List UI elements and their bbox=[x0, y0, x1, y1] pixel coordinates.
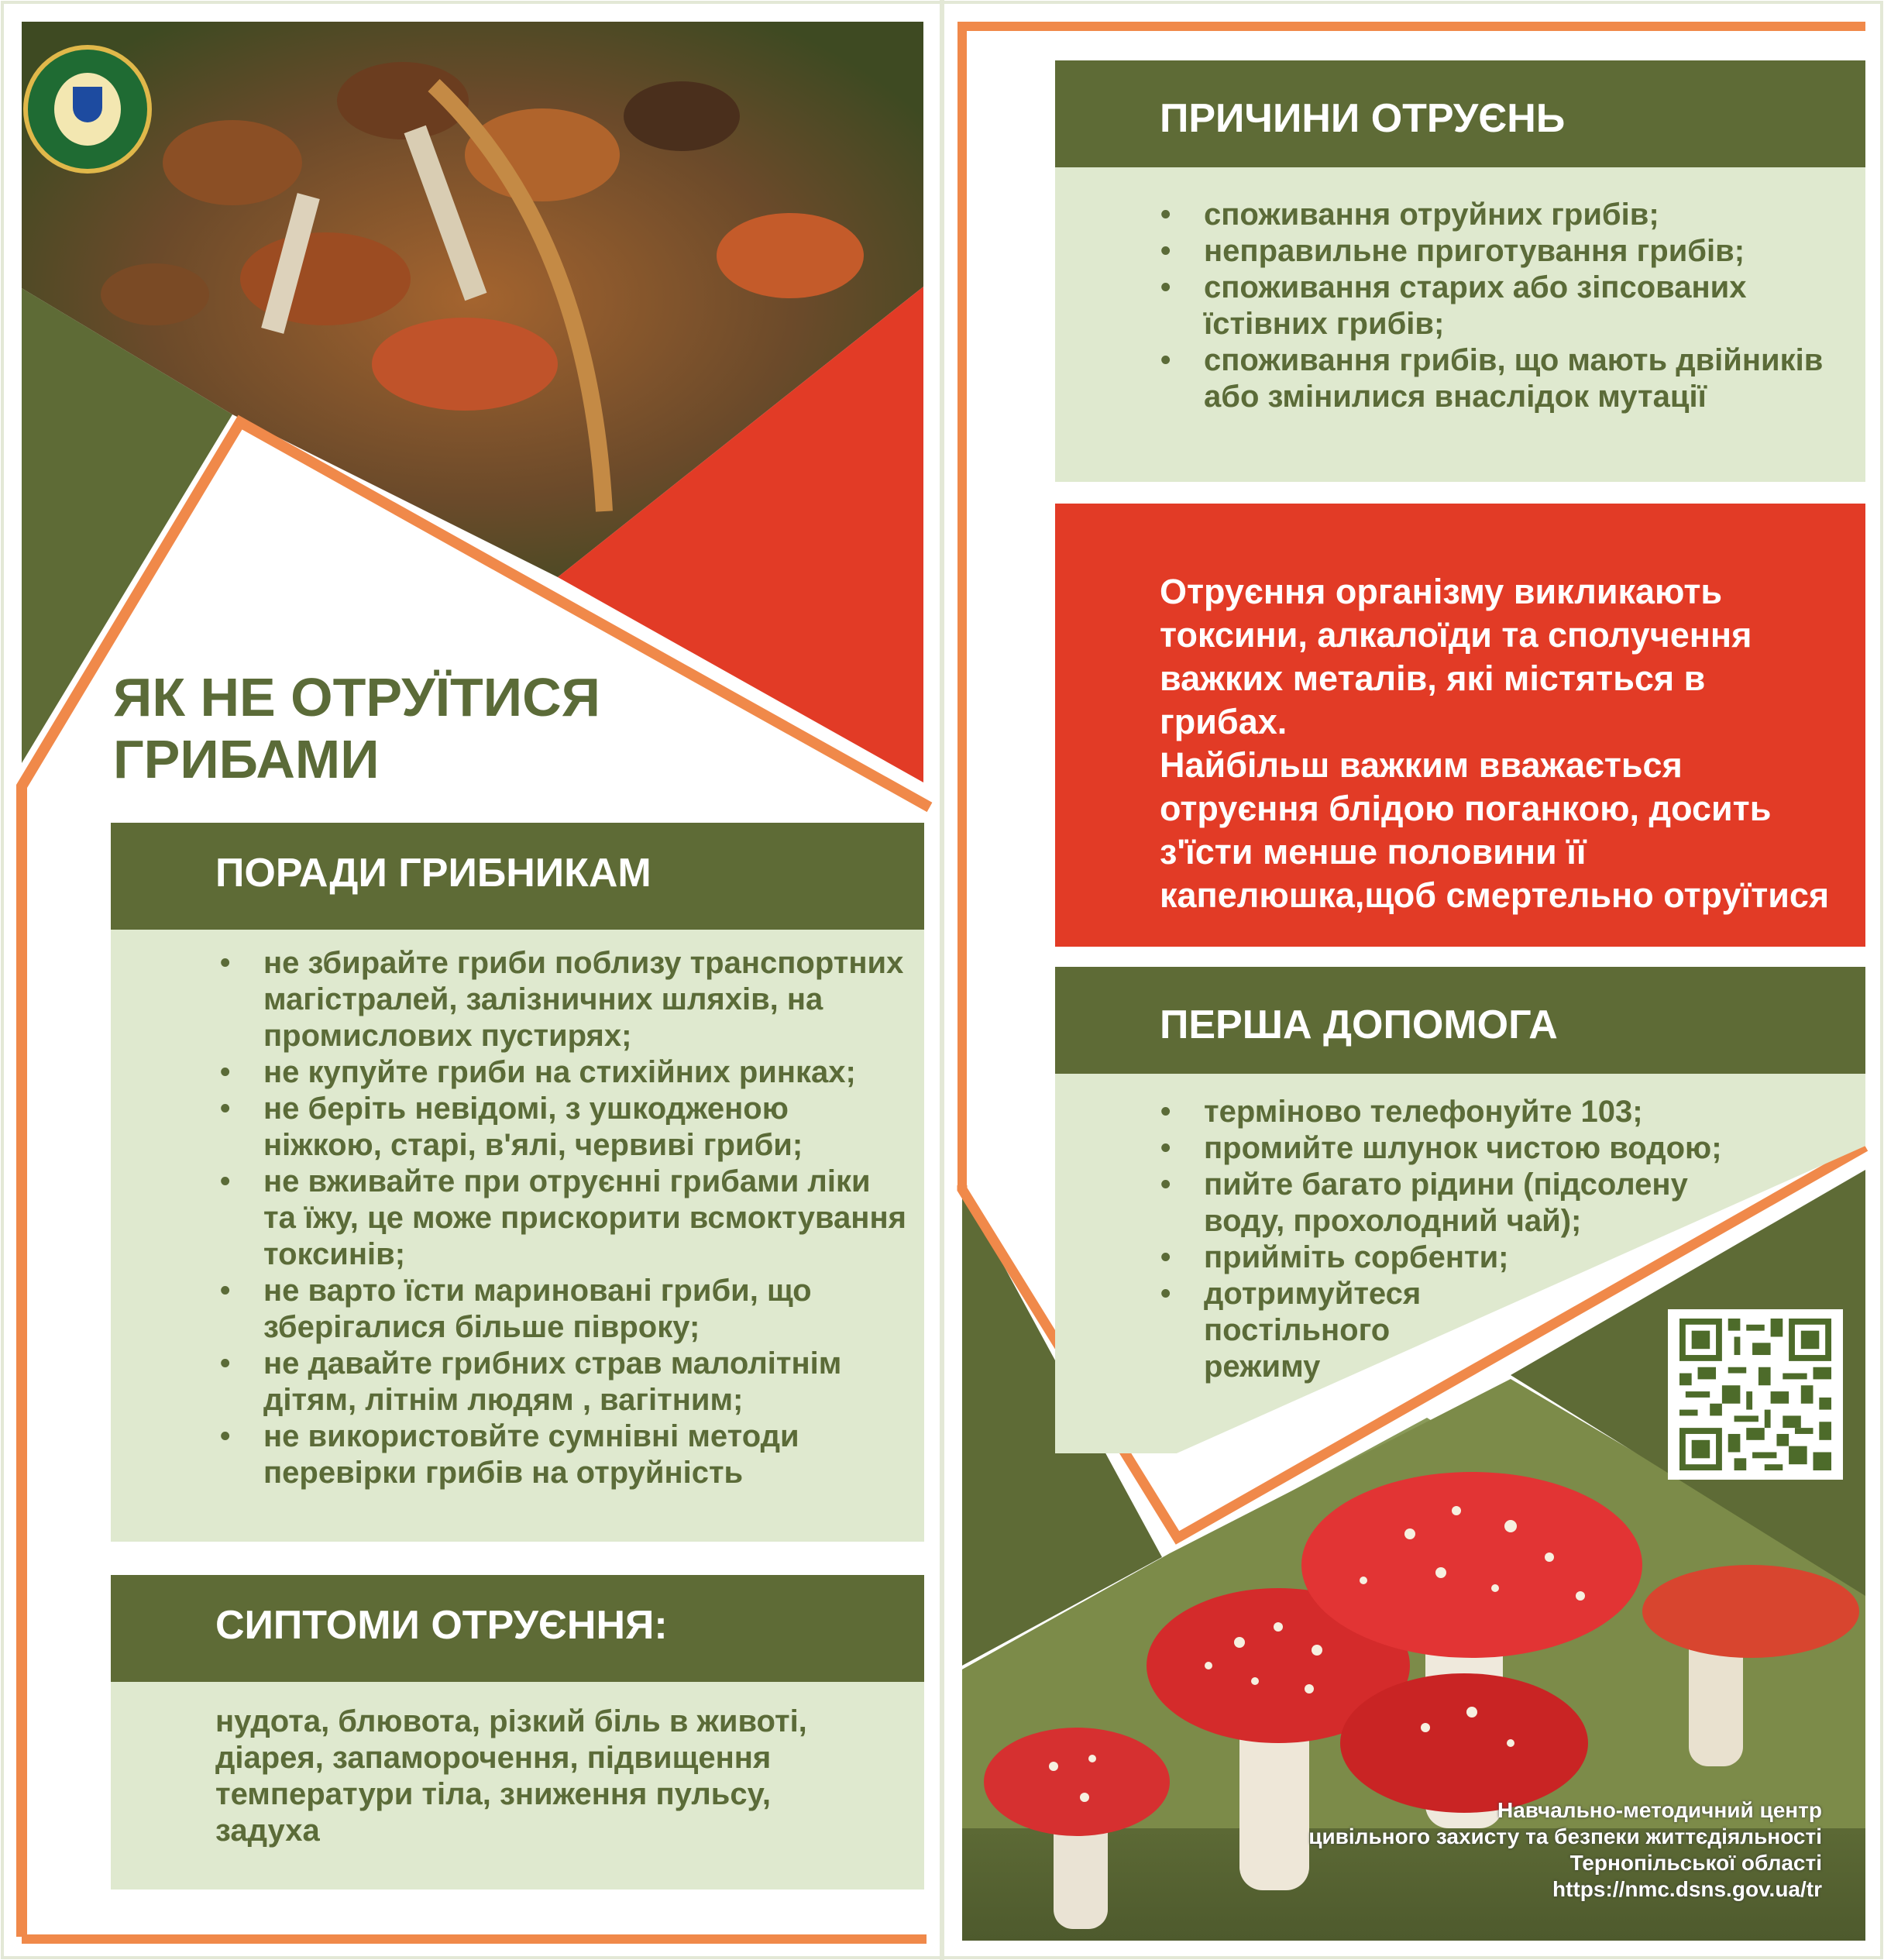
symptoms-box bbox=[111, 1682, 924, 1890]
list-item: • не купуйте гриби на стихійних ринках; bbox=[215, 1054, 909, 1091]
list-item: • споживання грибів, що мають двійників або змінилися внаслідок мутації bbox=[1156, 342, 1834, 415]
list-item: • не давайте грибних страв малолітнім дітям, літнім людям , вагітним; bbox=[215, 1346, 909, 1418]
list-item: • пийте багато рідини (підсолену воду, прохолодний чай); bbox=[1156, 1167, 1776, 1240]
emblem-logo bbox=[23, 45, 152, 174]
page-title bbox=[113, 666, 810, 790]
list-item: • споживання отруйних грибів; bbox=[1156, 197, 1834, 233]
tips-heading-text: ПОРАДИ ГРИБНИКАМ bbox=[215, 851, 651, 896]
footer-line2: цивільного захисту та безпеки життєдіяльності bbox=[1308, 1824, 1822, 1848]
list-item: • терміново телефонуйте 103; bbox=[1156, 1094, 1776, 1130]
qr-code-icon[interactable] bbox=[1668, 1309, 1843, 1480]
footer-line1: Навчально-методичний центр bbox=[1497, 1798, 1822, 1822]
causes-heading-text: ПРИЧИНИ ОТРУЄНЬ bbox=[1160, 96, 1566, 141]
causes-heading bbox=[1055, 60, 1865, 167]
footer-line3: Тернопільської області bbox=[1569, 1851, 1822, 1875]
page-title-line1: ЯК НЕ ОТРУЇТИСЯ bbox=[113, 667, 600, 727]
symptoms-heading bbox=[111, 1575, 924, 1682]
list-item: • неправильне приготування грибів; bbox=[1156, 233, 1834, 270]
qr-code-graphic bbox=[1677, 1319, 1834, 1470]
list-item: • не збирайте гриби поблизу транспортних магістралей, залізничних шляхів, на промислових пустирях; bbox=[215, 945, 909, 1054]
symptoms-heading-text: СИПТОМИ ОТРУЄННЯ: bbox=[215, 1603, 668, 1648]
list-item: • дотримуйтеся постільного режиму bbox=[1156, 1276, 1452, 1385]
list-item: • не вживайте при отруєнні грибами ліки та їжу, це може прискорити всмоктування токсинів; bbox=[215, 1164, 909, 1273]
page-title-line2: ГРИБАМИ bbox=[113, 729, 380, 789]
list-item: • прийміть сорбенти; bbox=[1156, 1240, 1776, 1276]
list-item: • споживання старих або зіпсованих їстівних грибів; bbox=[1156, 270, 1834, 342]
tips-heading bbox=[111, 823, 924, 930]
list-item: • промийте шлунок чистою водою; bbox=[1156, 1130, 1776, 1167]
first-aid-heading-text: ПЕРША ДОПОМОГА bbox=[1160, 1002, 1558, 1047]
list-item: • не варто їсти мариновані гриби, що зберігалися більше півроку; bbox=[215, 1273, 909, 1346]
footer-credits bbox=[1178, 1797, 1822, 1903]
warning-text: Отруєння організму викликають токсини, алкалоїди та сполучення важких металів, які містяться в грибах. Найбільш важким вважається отруєння блідою поганкою, досить з'їсти менше половини її капелюшка,щоб смертельно отруїтися bbox=[1160, 572, 1830, 915]
list-item: • не беріть невідомі, з ушкодженою ніжкою, старі, в'ялі, червиві гриби; bbox=[215, 1091, 909, 1164]
causes-list bbox=[1156, 197, 1834, 415]
warning-box bbox=[1055, 504, 1865, 947]
symptoms-text: нудота, блювота, різкий біль в животі, діарея, запаморочення, підвищення температури тіла, зниження пульсу, задуха bbox=[215, 1704, 807, 1848]
footer-url-link[interactable]: https://nmc.dsns.gov.ua/tr bbox=[1552, 1877, 1822, 1901]
first-aid-heading bbox=[1055, 967, 1865, 1074]
tips-list bbox=[215, 945, 909, 1491]
list-item: • не використовйте сумнівні методи перевірки грибів на отруйність bbox=[215, 1418, 909, 1491]
causes-list-box bbox=[1055, 167, 1865, 482]
tips-list-box bbox=[111, 930, 924, 1542]
